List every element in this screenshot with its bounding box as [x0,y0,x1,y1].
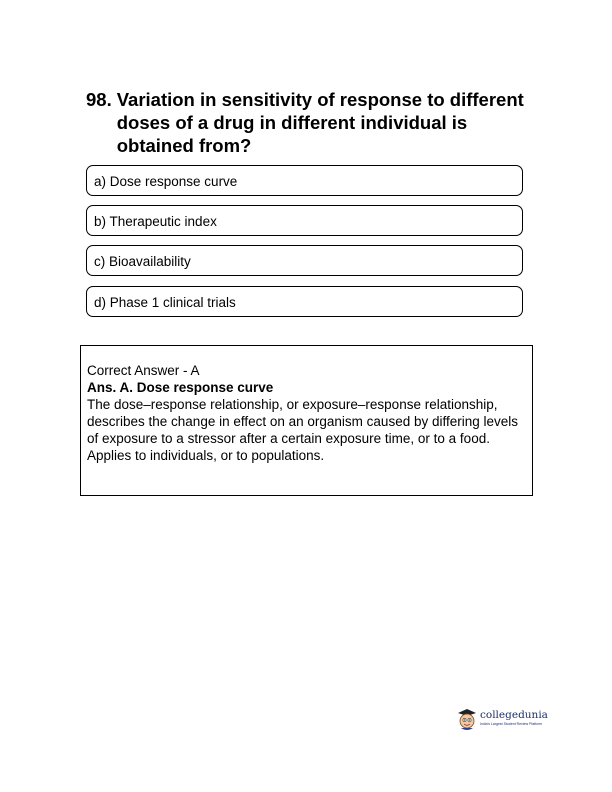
logo-tagline: India's Largest Student Review Platform [480,722,543,726]
option-a[interactable]: a) Dose response curve [86,165,523,196]
answer-title: Ans. A. Dose response curve [87,380,274,395]
answer-explanation-box [80,345,533,496]
collegedunia-logo [456,707,560,737]
correct-answer-line: Correct Answer - A [87,363,200,378]
question-number: 98. [86,89,112,110]
answer-closing: Applies to individuals, or to populations. [87,448,325,463]
mascot-icon [456,707,478,731]
option-b[interactable]: b) Therapeutic index [86,205,523,236]
option-d[interactable]: d) Phase 1 clinical trials [86,286,523,317]
answer-paragraph: The dose–response relationship, or exposure–response relationship, describes the change in effect on an organism caused by differing levels of exposure to a stressor after a certain exposure time, or to a food. [87,397,519,446]
logo-wordmark: collegedunia [480,709,548,721]
option-c[interactable]: c) Bioavailability [86,245,523,276]
question-text: Variation in sensitivity of response to different doses of a drug in different individual is obtained from? [116,89,524,156]
question-heading [86,88,526,157]
